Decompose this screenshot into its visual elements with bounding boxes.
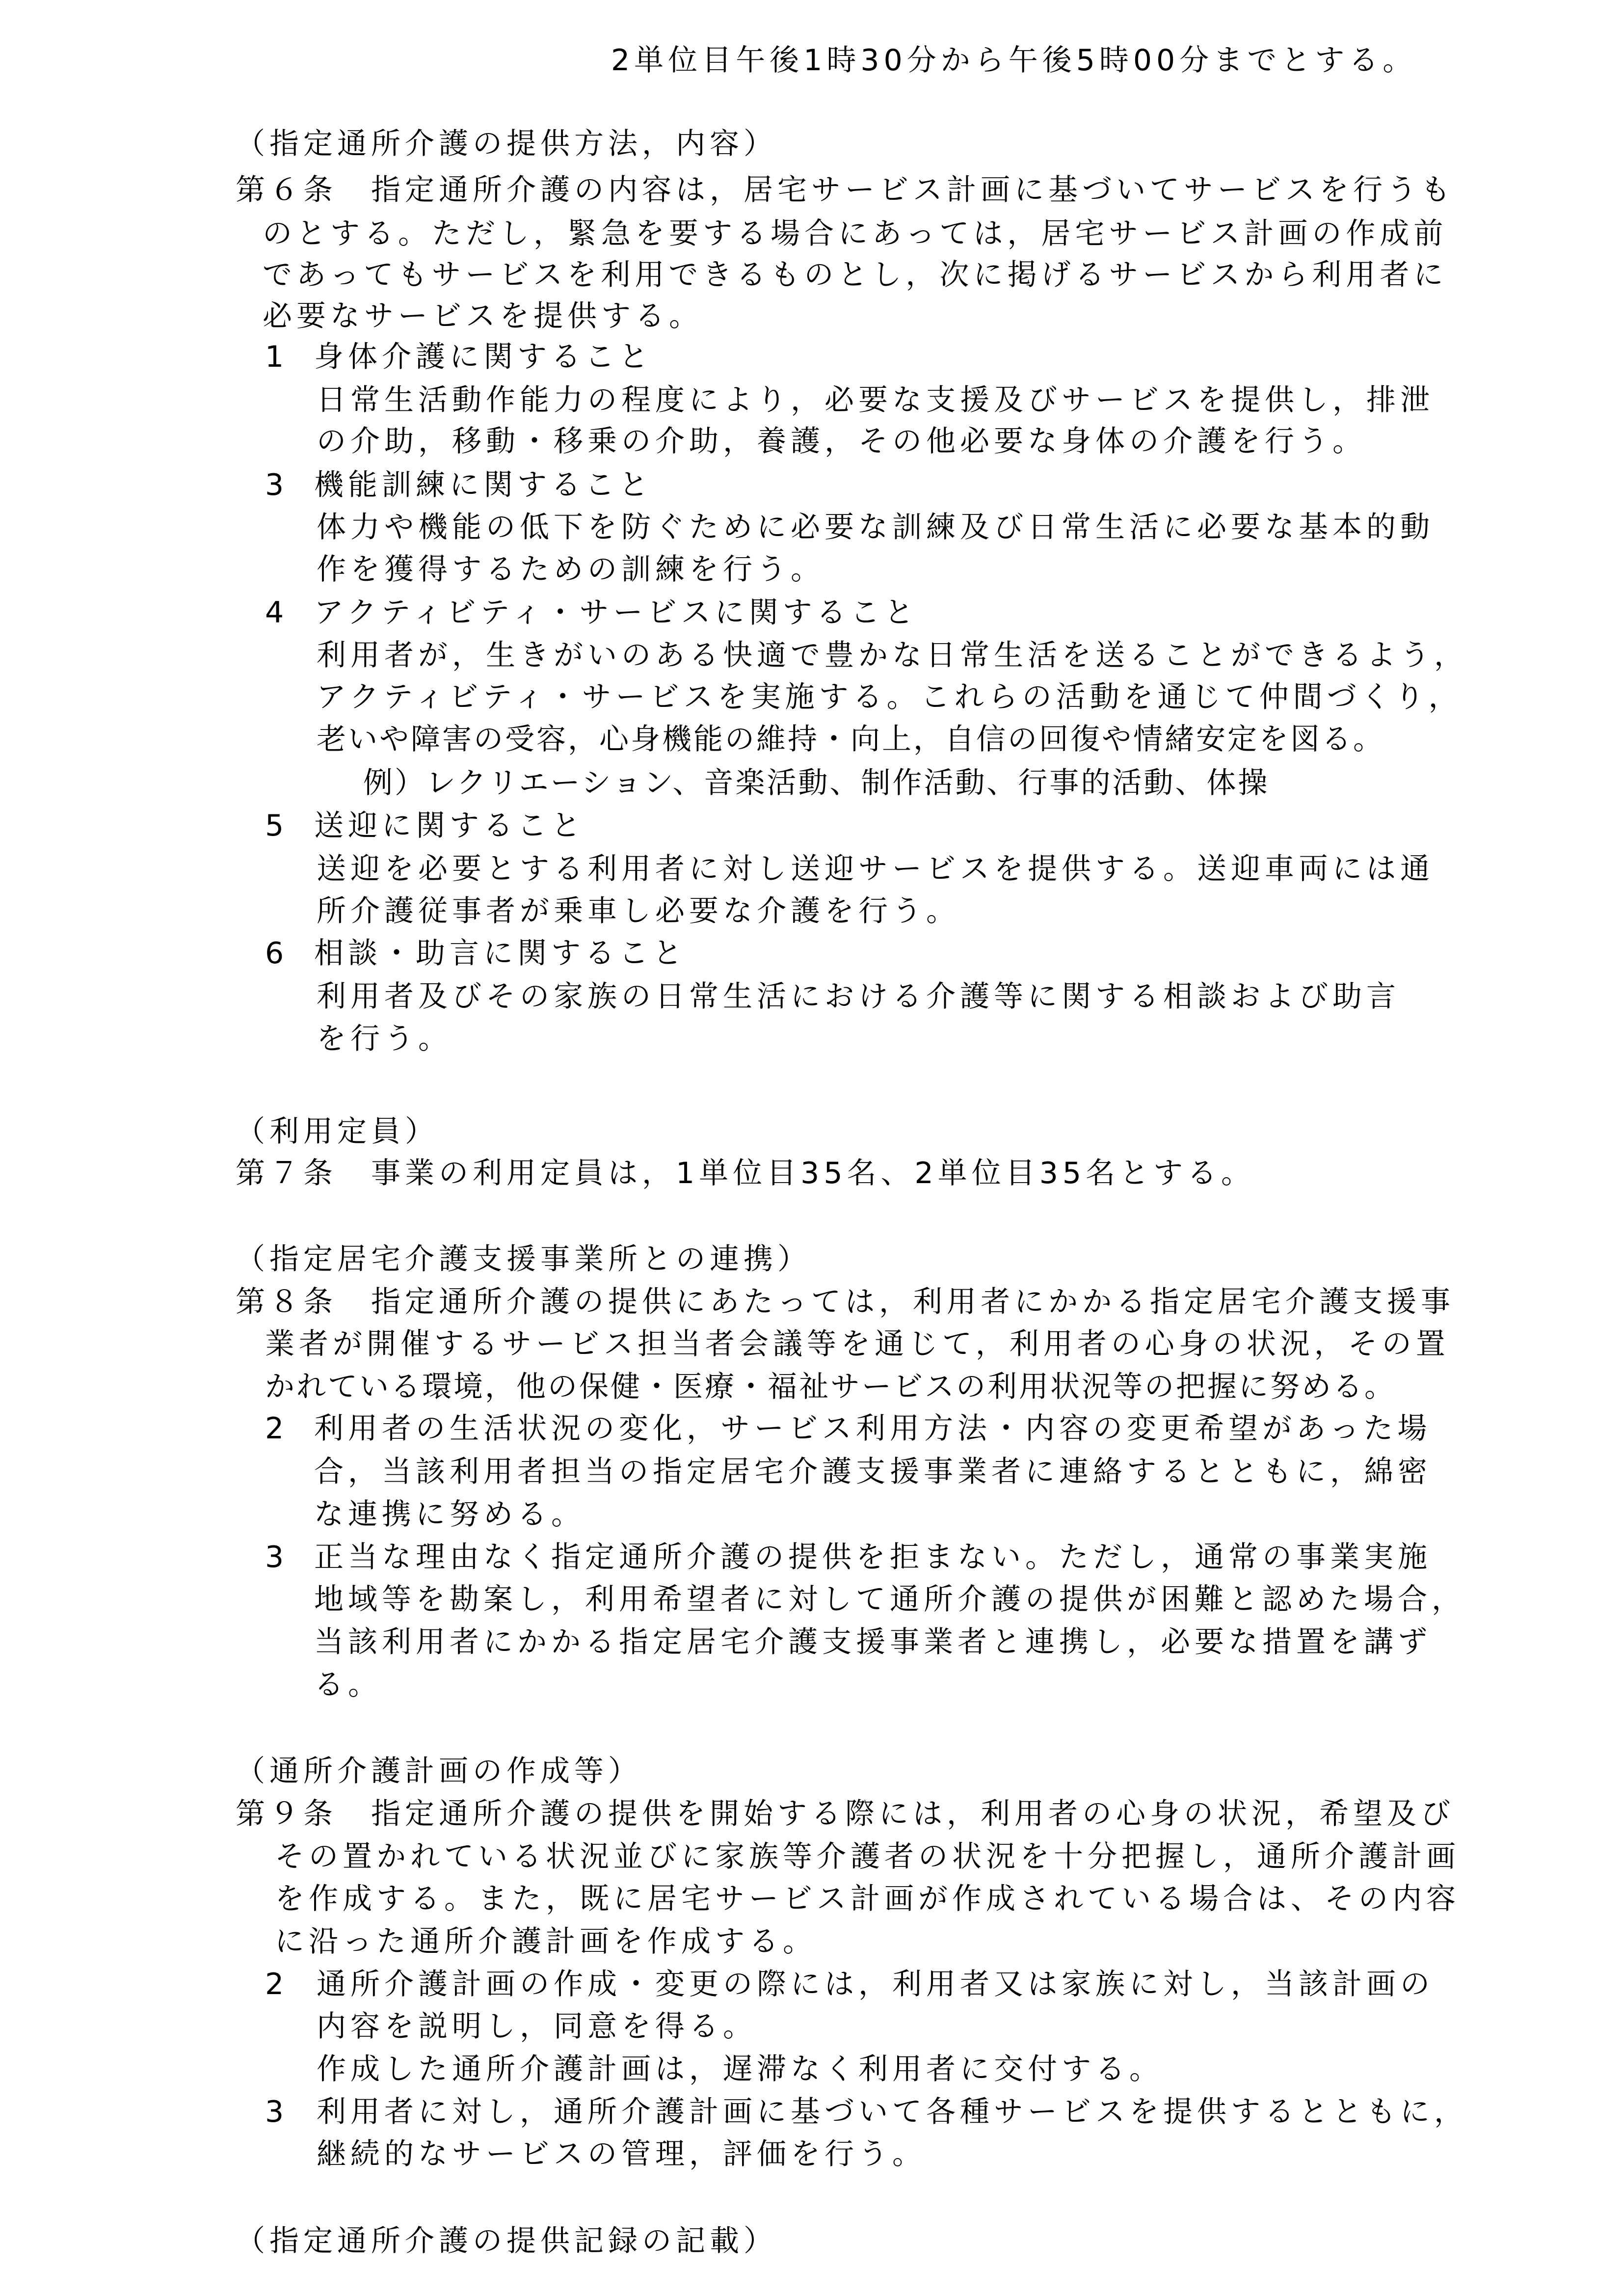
article-7-line: 第７条 事業の利用定員は，1単位目35名、2単位目35名とする。 [236,1156,1255,1190]
item-body: 内容を説明し，同意を得る。 [317,2009,757,2044]
article-6-line: であってもサービスを利用できるものとし，次に掲げるサービスから利用者に [263,258,1448,292]
item-number: 2 [265,1967,289,2001]
item-title: 送迎に関すること [314,809,585,843]
item-body: 体力や機能の低下を防ぐために必要な訓練及び日常生活に必要な基本的動 [317,510,1434,544]
article-9-line: に沿った通所介護計画を作成する。 [275,1924,817,1959]
item-example: 例）レクリエーション、音楽活動、制作活動、行事的活動、体操 [363,766,1270,800]
item-body: 当該利用者にかかる指定居宅介護支援事業者と連携し，必要な措置を講ず [314,1625,1432,1659]
item-number: 4 [265,595,289,630]
item-number: 3 [265,2095,289,2129]
item-body: な連携に努める。 [314,1497,585,1532]
item-body: 利用者が，生きがいのある快適で豊かな日常生活を送ることができるよう， [317,638,1468,673]
article-6-heading: （指定通所介護の提供方法，内容） [236,127,777,161]
article-9-line: を作成する。また，既に居宅サービス計画が作成されている場合は、その内容 [275,1882,1460,1916]
item-title: 相談・助言に関すること [314,936,687,971]
item-body: 作成した通所介護計画は，遅滞なく利用者に交付する。 [317,2052,1163,2086]
article-8-line: 第８条 指定通所介護の提供にあたっては，利用者にかかる指定居宅介護支援事 [236,1285,1455,1319]
article-9-heading: （通所介護計画の作成等） [236,1754,642,1788]
item-body: アクティビティ・サービスを実施する。これらの活動を通じて仲間づくり， [317,680,1463,714]
item-body: 地域等を勘案し，利用希望者に対して通所介護の提供が困難と認めた場合， [314,1582,1465,1617]
item-body: 日常生活動作能力の程度により，必要な支援及びサービスを提供し，排泄 [317,383,1434,417]
item-body: 所介護従事者が乗車し必要な介護を行う。 [317,894,960,928]
item-body: 老いや障害の受容，心身機能の維持・向上，自信の回復や情緒安定を図る。 [317,722,1384,756]
item-body: 通所介護計画の作成・変更の際には，利用者又は家族に対し，当該計画の [317,1967,1434,2001]
item-body: 利用者に対し，通所介護計画に基づいて各種サービスを提供するとともに， [317,2095,1468,2129]
item-number: 5 [265,809,289,843]
item-number: 3 [265,1540,289,1574]
item-body: 継続的なサービスの管理，評価を行う。 [317,2137,926,2171]
article-8-line: 業者が開催するサービス担当者会議等を通じて，利用者の心身の状況，その置 [265,1327,1450,1361]
item-number: 2 [265,1411,289,1446]
article-7-heading: （利用定員） [236,1114,439,1149]
item-body: る。 [314,1668,382,1702]
item-body: 送迎を必要とする利用者に対し送迎サービスを提供する。送迎車両には通 [317,852,1434,886]
item-number: 6 [265,936,289,971]
item-body: 合，当該利用者担当の指定居宅介護支援事業者に連絡するとともに，綿密 [314,1455,1432,1489]
item-title: アクティビティ・サービスに関すること [314,595,918,630]
item-body: 正当な理由なく指定通所介護の提供を拒まない。ただし，通常の事業実施 [314,1540,1432,1574]
article-9-line: その置かれている状況並びに家族等介護者の状況を十分把握し，通所介護計画 [275,1839,1460,1874]
item-body: の介助，移動・移乗の介助，養護，その他必要な身体の介護を行う。 [317,424,1366,459]
article-8-line: かれている環境，他の保健・医療・福祉サービスの利用状況等の把握に努める。 [265,1370,1396,1404]
item-title: 機能訓練に関すること [314,468,653,502]
intro-line: 2単位目午後1時30分から午後5時00分までとする。 [611,43,1417,78]
article-8-heading: （指定居宅介護支援事業所との連携） [236,1242,811,1276]
item-number: 3 [265,468,289,502]
article-6-line: 第６条 指定通所介護の内容は，居宅サービス計画に基づいてサービスを行うも [236,173,1455,207]
item-body: 作を獲得するための訓練を行う。 [317,552,825,587]
article-9-line: 第９条 指定通所介護の提供を開始する際には，利用者の心身の状況，希望及び [236,1797,1455,1831]
article-6-line: 必要なサービスを提供する。 [263,299,703,333]
item-body: 利用者及びその家族の日常生活における介護等に関する相談および助言 [317,979,1400,1014]
item-body: 利用者の生活状況の変化，サービス利用方法・内容の変更希望があった場 [314,1411,1432,1446]
item-number: 1 [265,340,289,374]
article-6-line: のとする。ただし，緊急を要する場合にあっては，居宅サービス計画の作成前 [263,216,1448,251]
item-body: を行う。 [317,1022,452,1056]
item-title: 身体介護に関すること [314,340,653,374]
article-10-heading: （指定通所介護の提供記録の記載） [236,2224,777,2258]
